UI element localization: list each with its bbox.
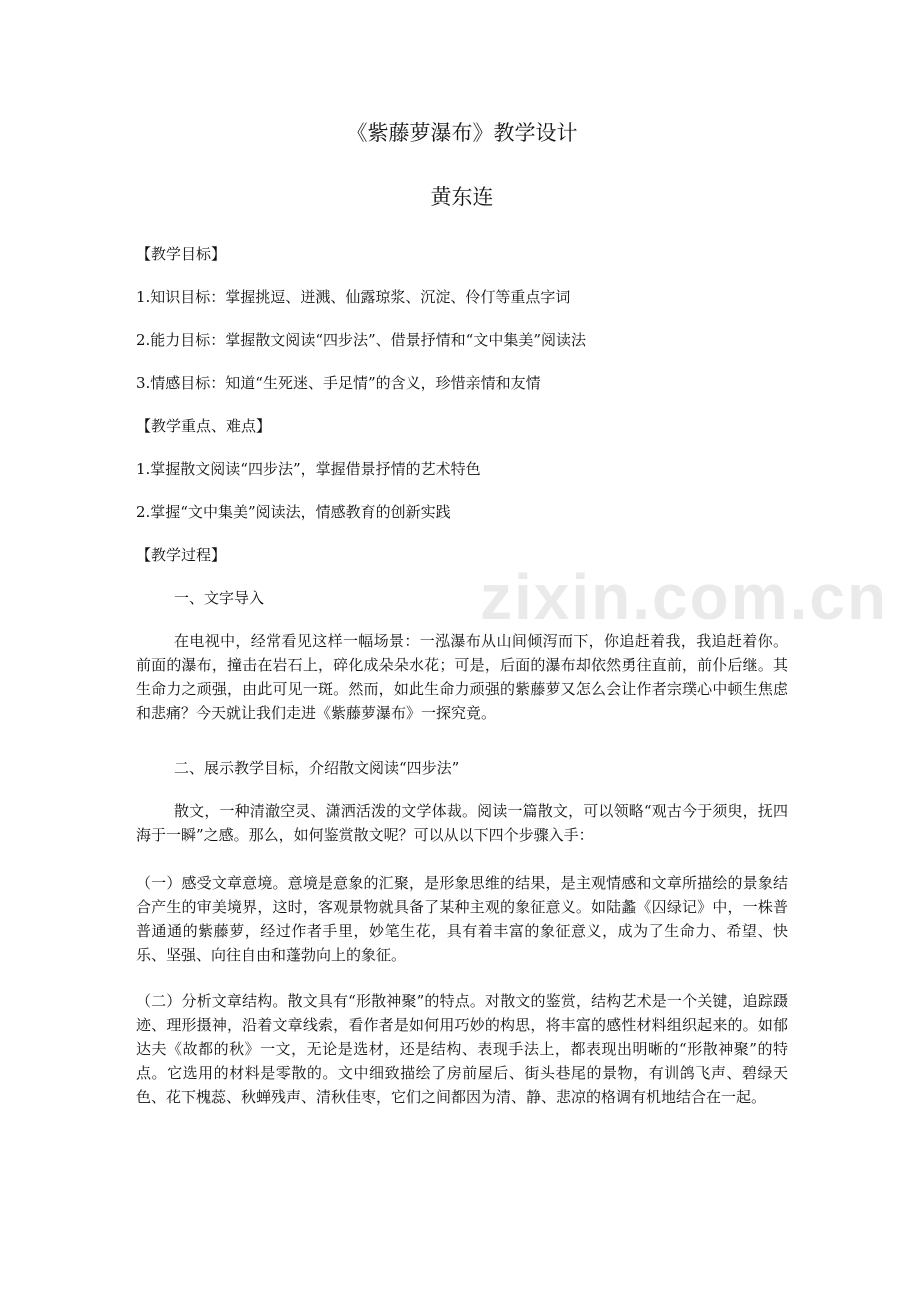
step1-heading: 一、文字导入 — [174, 589, 265, 607]
objective-item: 3.情感目标：知道“生死迷、手足情”的含义，珍惜亲情和友情 — [136, 374, 541, 392]
key-point-item: 2.掌握“文中集美”阅读法，情感教育的创新实践 — [136, 503, 451, 521]
point1-paragraph: （一）感受文章意境。意境是意象的汇聚，是形象思维的结果，是主观情感和文章所描绘的景象结合产生的审美境界，这时，客观景物就具备了某种主观的象征意义。如陆蠡《囚绿记》中，一株普普通通的紫藤萝，经过作者手里，妙笔生花，具有着丰富的象征意义，成为了生命力、希望、快乐、坚强、向往自由和蓬勃向上的象征。 — [136, 874, 788, 964]
key-point-item: 1.掌握散文阅读“四步法”，掌握借景抒情的艺术特色 — [136, 460, 481, 478]
objective-item: 1.知识目标：掌握挑逗、迸溅、仙露琼浆、沉淀、伶仃等重点字词 — [136, 288, 571, 306]
objectives-heading: 【教学目标】 — [136, 245, 227, 263]
process-heading: 【教学过程】 — [136, 546, 227, 564]
document-author: 黄东连 — [430, 185, 494, 209]
point2-paragraph: （二）分析文章结构。散文具有“形散神聚”的特点。对散文的鉴赏，结构艺术是一个关键，追踪蹑迹、理形摄神，沿着文章线索，看作者是如何用巧妙的构思，将丰富的感性材料组织起来的。如郁达夫《故都的秋》一文，无论是选材，还是结构、表现手法上，都表现出明晰的“形散神聚”的特点。它选用的材料是零散的。文中细致描绘了房前屋后、街头巷尾的景物，有训鸽飞声、碧绿天色、花下槐蕊、秋蝉残声、清秋佳枣，它们之间都因为清、静、悲凉的格调有机地结合在一起。 — [136, 992, 788, 1106]
objective-item: 2.能力目标：掌握散文阅读“四步法”、借景抒情和“文中集美”阅读法 — [136, 331, 586, 349]
document-title: 《紫藤萝瀑布》教学设计 — [346, 121, 578, 145]
step2-paragraph: 散文，一种清澈空灵、潇洒活泼的文学体裁。阅读一篇散文，可以领略“观古今于须臾，抚四海于一瞬”之感。那么，如何鉴赏散文呢？可以从以下四个步骤入手： — [136, 802, 788, 844]
step2-heading: 二、展示教学目标，介绍散文阅读“四步法” — [174, 759, 460, 777]
watermark-text: zixin.com.cn — [480, 561, 889, 633]
step1-paragraph: 在电视中，经常看见这样一幅场景：一泓瀑布从山间倾泻而下，你追赶着我，我追赶着你。前面的瀑布，撞击在岩石上，碎化成朵朵水花；可是，后面的瀑布却依然勇往直前，前仆后继。其生命力之顽强，由此可见一斑。然而，如此生命力顽强的紫藤萝又怎么会让作者宗璞心中顿生焦虑和悲痛？今天就让我们走进《紫藤萝瀑布》一探究竟。 — [136, 632, 788, 722]
key-points-heading: 【教学重点、难点】 — [136, 417, 272, 435]
